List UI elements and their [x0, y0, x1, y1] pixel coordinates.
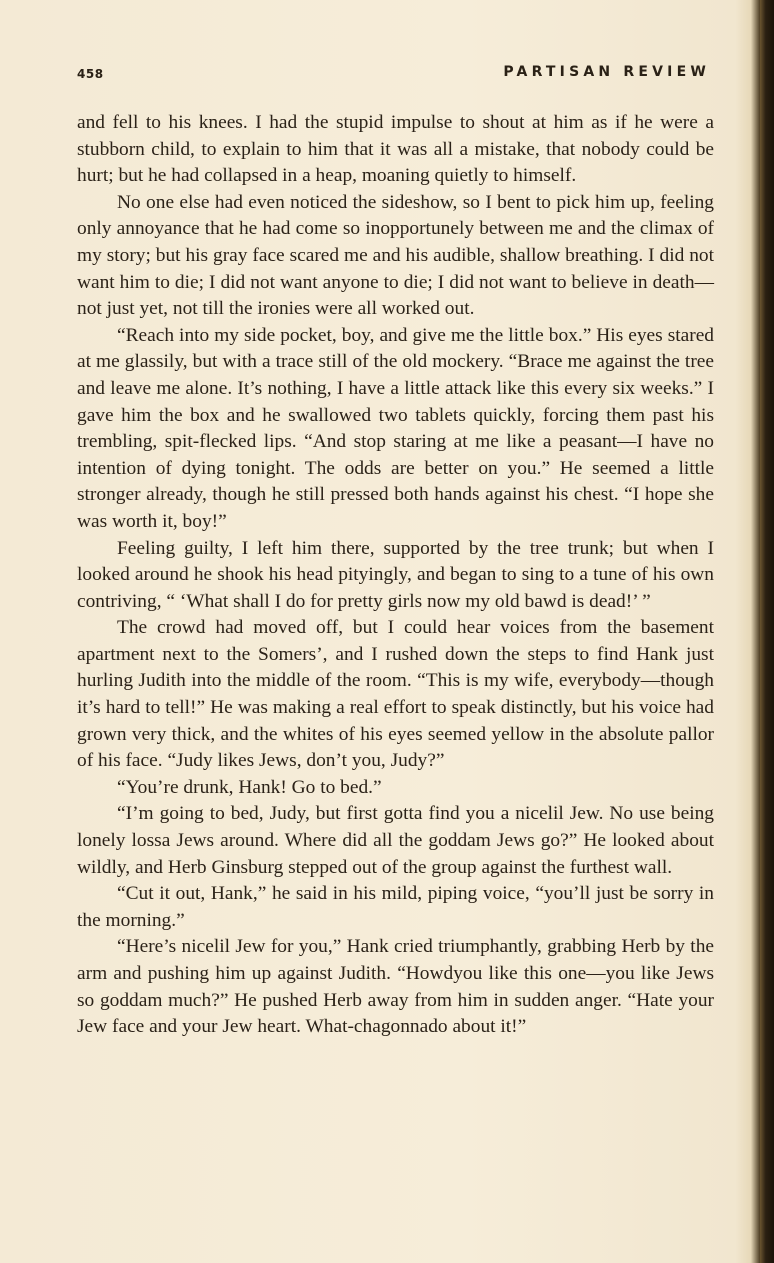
- body-text: [77, 110, 714, 1041]
- page-number: 458: [77, 67, 104, 81]
- paragraph: “Cut it out, Hank,” he said in his mild, piping voice, “you’ll just be sorry in the morning.”: [77, 883, 714, 931]
- paragraph: “I’m going to bed, Judy, but first gotta find you a nicelil Jew. No use being lonely lossa Jews around. Where did all the goddam Jews go?” He looked about wildly, and Herb Ginsburg stepped out of the group against the furthest wall.: [77, 803, 714, 878]
- paragraph: “You’re drunk, Hank! Go to bed.”: [117, 776, 382, 798]
- journal-title: PARTISAN REVIEW: [503, 64, 710, 80]
- paragraph: “Here’s nicelil Jew for you,” Hank cried triumphantly, grabbing Herb by the arm and pushing him up against Judith. “Howdyou like this one—you like Jews so goddam much?” He pushed Herb away from him in sudden anger. “Hate your Jew face and your Jew heart. What-chagonnado about it!”: [77, 936, 714, 1038]
- paragraph: Feeling guilty, I left him there, supported by the tree trunk; but when I looked around he shook his head pityingly, and began to sing to a tune of his own contriving, “ ‘What shall I do for pretty girls now my old bawd is dead!’ ”: [77, 537, 714, 612]
- paragraph: No one else had even noticed the sideshow, so I bent to pick him up, feeling only annoyance that he had come so inopportunely between me and the climax of my story; but his gray face scared me and his audible, shallow breathing. I did not want him to die; I did not want anyone to die; I did not want to believe in death—not just yet, not till the ironies were all worked out.: [77, 191, 714, 320]
- paragraph: “Reach into my side pocket, boy, and give me the little box.” His eyes stared at me glassily, but with a trace still of the old mockery. “Brace me against the tree and leave me alone. It’s nothing, I have a little attack like this every six weeks.” I gave him the box and he swallowed two tablets quickly, forcing them past his trembling, spit-flecked lips. “And stop staring at me like a peasant—I have no intention of dying tonight. The odds are better on you.” He seemed a little stronger already, though he still pressed both hands against his chest. “I hope she was worth it, boy!”: [77, 324, 714, 532]
- paragraph: and fell to his knees. I had the stupid impulse to shout at him as if he were a stubborn child, to explain to him that it was all a mistake, that nobody could be hurt; but he had collapsed in a heap, moaning quietly to himself.: [77, 112, 714, 187]
- paragraph: The crowd had moved off, but I could hear voices from the basement apartment next to the Somers’, and I rushed down the steps to find Hank just hurling Judith into the middle of the room. “This is my wife, everybody—though it’s hard to tell!” He was making a real effort to speak distinctly, but his voice had grown very thick, and the whites of his eyes seemed yellow in the absolute pallor of his face. “Judy likes Jews, don’t you, Judy?”: [77, 617, 714, 772]
- page-gutter-shadow: [760, 0, 774, 1263]
- running-head: [77, 64, 710, 86]
